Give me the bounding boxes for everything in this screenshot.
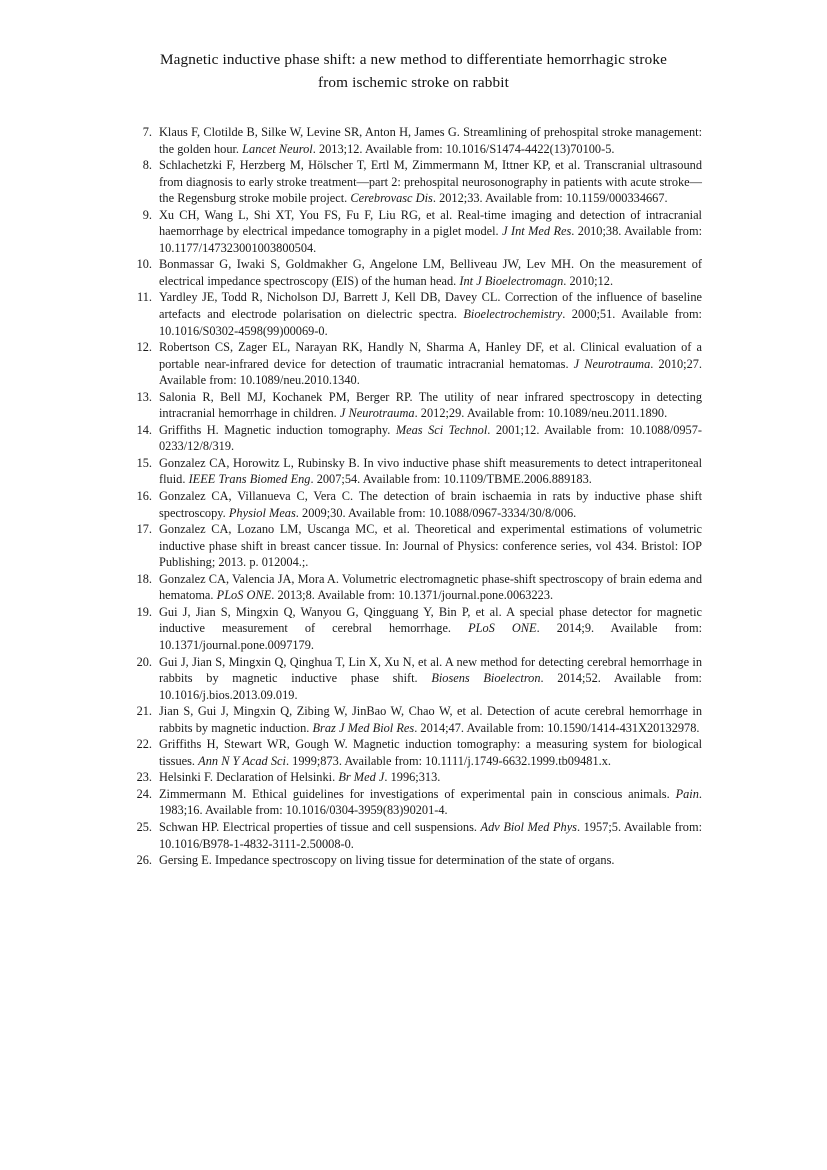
reference-entry xyxy=(128,819,702,852)
reference-text: Gonzalez CA, Valencia JA, Mora A. Volumetric electromagnetic phase-shift spectroscopy of brain edema and hematoma. PLoS ONE. 2013;8. Available from: 10.1371/journal.pone.0063223. xyxy=(159,571,702,603)
page-title-line-2: from ischemic stroke on rabbit xyxy=(318,74,509,91)
reference-text: Gui J, Jian S, Mingxin Q, Wanyou G, Qingguang Y, Bin P, et al. A special phase detector for magnetic inductive measurement of cerebral hemorrhage. PLoS ONE. 2014;9. Available from: 10.1371/journal.pone.0097179. xyxy=(159,604,702,652)
reference-number: 25. xyxy=(136,819,152,834)
reference-number: 10. xyxy=(136,257,152,272)
reference-entry xyxy=(128,604,702,654)
reference-number: 18. xyxy=(136,571,152,586)
reference-number: 8. xyxy=(142,158,152,173)
reference-text: Helsinki F. Declaration of Helsinki. Br Med J. 1996;313. xyxy=(159,770,441,785)
reference-text: Zimmermann M. Ethical guidelines for investigations of experimental pain in conscious animals. Pain. 1983;16. Available from: 10.1016/0304-3959(83)90201-4. xyxy=(159,786,702,818)
reference-entry xyxy=(128,256,702,289)
reference-text: Griffiths H, Stewart WR, Gough W. Magnetic induction tomography: a measuring system for biological tissues. Ann N Y Acad Sci. 1999;873. Available from: 10.1111/j.1749-6632.1999.tb09481.x. xyxy=(159,737,702,768)
reference-text: Gonzalez CA, Lozano LM, Uscanga MC, et al. Theoretical and experimental estimations of volumetric inductive phase shift in breast cancer tissue. In: Journal of Physics: conference series, vol 434. Bristol: IOP Publishing; 2013. p. 012004.;. xyxy=(159,522,702,570)
reference-text: Yardley JE, Todd R, Nicholson DJ, Barrett J, Kell DB, Davey CL. Correction of the influence of baseline artefacts and electrode polarisation on dielectric spectra. Bioelectrochemistry. 2000;51. Available from: 10.1016/S0302-4598(99)00069-0. xyxy=(159,290,702,338)
reference-entry xyxy=(128,769,702,786)
reference-text: Griffiths H. Magnetic induction tomography. Meas Sci Technol. 2001;12. Available from: 10.1088/0957-0233/12/8/319. xyxy=(159,422,703,454)
reference-text: Jian S, Gui J, Mingxin Q, Zibing W, JinBao W, Chao W, et al. Detection of acute cerebral hemorrhage in rabbits by magnetic induction. Braz J Med Biol Res. 2014;47. Available from: 10.1590/1414-431X20132978. xyxy=(159,704,702,735)
reference-number: 15. xyxy=(136,455,152,470)
reference-number: 20. xyxy=(136,654,152,669)
reference-entry xyxy=(128,654,702,704)
reference-number: 19. xyxy=(136,604,152,619)
reference-number: 13. xyxy=(136,389,152,404)
reference-entry xyxy=(128,736,702,769)
reference-number: 23. xyxy=(136,770,152,785)
reference-number: 22. xyxy=(136,737,152,752)
reference-text: Schwan HP. Electrical properties of tissue and cell suspensions. Adv Biol Med Phys. 1957;5. Available from: 10.1016/B978-1-4832-3111-2.50008-0. xyxy=(159,819,702,851)
page-title xyxy=(113,48,714,94)
reference-text: Gonzalez CA, Horowitz L, Rubinsky B. In vivo inductive phase shift measurements to detect intraperitoneal fluid. IEEE Trans Biomed Eng. 2007;54. Available from: 10.1109/TBME.2006.889183. xyxy=(159,455,702,487)
reference-text: Xu CH, Wang L, Shi XT, You FS, Fu F, Liu RG, et al. Real-time imaging and detection of intracranial haemorrhage by electrical impedance tomography in a piglet model. J Int Med Res. 2010;38. Available from: 10.1177/147323001003800504. xyxy=(159,207,702,255)
reference-text: Gersing E. Impedance spectroscopy on living tissue for determination of the state of organs. xyxy=(159,853,615,868)
reference-number: 17. xyxy=(136,522,152,537)
reference-entry xyxy=(128,571,702,604)
reference-entry xyxy=(128,488,702,521)
reference-entry xyxy=(128,389,702,422)
reference-number: 14. xyxy=(136,422,152,437)
reference-text: Schlachetzki F, Herzberg M, Hölscher T, Ertl M, Zimmermann M, Ittner KP, et al. Transcranial ultrasound from diagnosis to early stroke treatment—part 2: prehospital neurosonography in patients with acute stroke—the Regensburg stroke mobile project. Cerebrovasc Dis. 2012;33. Available from: 10.1159/000334667. xyxy=(159,158,702,206)
reference-entry xyxy=(128,786,702,819)
reference-text: Klaus F, Clotilde B, Silke W, Levine SR, Anton H, James G. Streamlining of prehospital stroke management: the golden hour. Lancet Neurol. 2013;12. Available from: 10.1016/S1474-4422(13)70100-5. xyxy=(159,125,702,156)
reference-entry xyxy=(128,422,702,455)
reference-text: Robertson CS, Zager EL, Narayan RK, Handly N, Sharma A, Hanley DF, et al. Clinical evaluation of a portable near-infrared device for detection of traumatic intracranial hematomas. J Neurotrauma. 2010;27. Available from: 10.1089/neu.2010.1340. xyxy=(159,340,703,388)
reference-entry xyxy=(128,289,702,339)
reference-entry xyxy=(128,521,702,571)
reference-entry xyxy=(128,455,702,488)
reference-number: 16. xyxy=(136,489,152,504)
reference-entry xyxy=(128,124,702,157)
reference-entry xyxy=(128,207,702,257)
reference-entry xyxy=(128,703,702,736)
reference-entry xyxy=(128,852,702,869)
reference-number: 9. xyxy=(142,207,152,222)
reference-number: 11. xyxy=(137,290,152,305)
reference-number: 24. xyxy=(136,786,152,801)
page-title-line-1: Magnetic inductive phase shift: a new method to differentiate hemorrhagic stroke xyxy=(160,51,667,68)
reference-text: Gonzalez CA, Villanueva C, Vera C. The detection of brain ischaemia in rats by inductive phase shift spectroscopy. Physiol Meas. 2009;30. Available from: 10.1088/0967-3334/30/8/006. xyxy=(159,489,702,520)
reference-entry xyxy=(128,157,702,207)
reference-number: 7. xyxy=(142,125,152,139)
reference-entry xyxy=(128,339,702,389)
reference-number: 21. xyxy=(136,704,152,719)
reference-list xyxy=(128,124,702,869)
reference-text: Salonia R, Bell MJ, Kochanek PM, Berger RP. The utility of near infrared spectroscopy in detecting intracranial hemorrhage in children. J Neurotrauma. 2012;29. Available from: 10.1089/neu.2011.1890. xyxy=(159,389,702,421)
reference-text: Bonmassar G, Iwaki S, Goldmakher G, Angelone LM, Belliveau JW, Lev MH. On the measurement of electrical impedance spectroscopy (EIS) of the human head. Int J Bioelectromagn. 2010;12. xyxy=(159,257,702,288)
reference-number: 12. xyxy=(136,340,152,355)
reference-text: Gui J, Jian S, Mingxin Q, Qinghua T, Lin X, Xu N, et al. A new method for detecting cerebral hemorrhage in rabbits by magnetic inductive phase shift. Biosens Bioelectron. 2014;52. Available from: 10.1016/j.bios.2013.09.019. xyxy=(159,654,702,702)
reference-number: 26. xyxy=(136,853,152,868)
